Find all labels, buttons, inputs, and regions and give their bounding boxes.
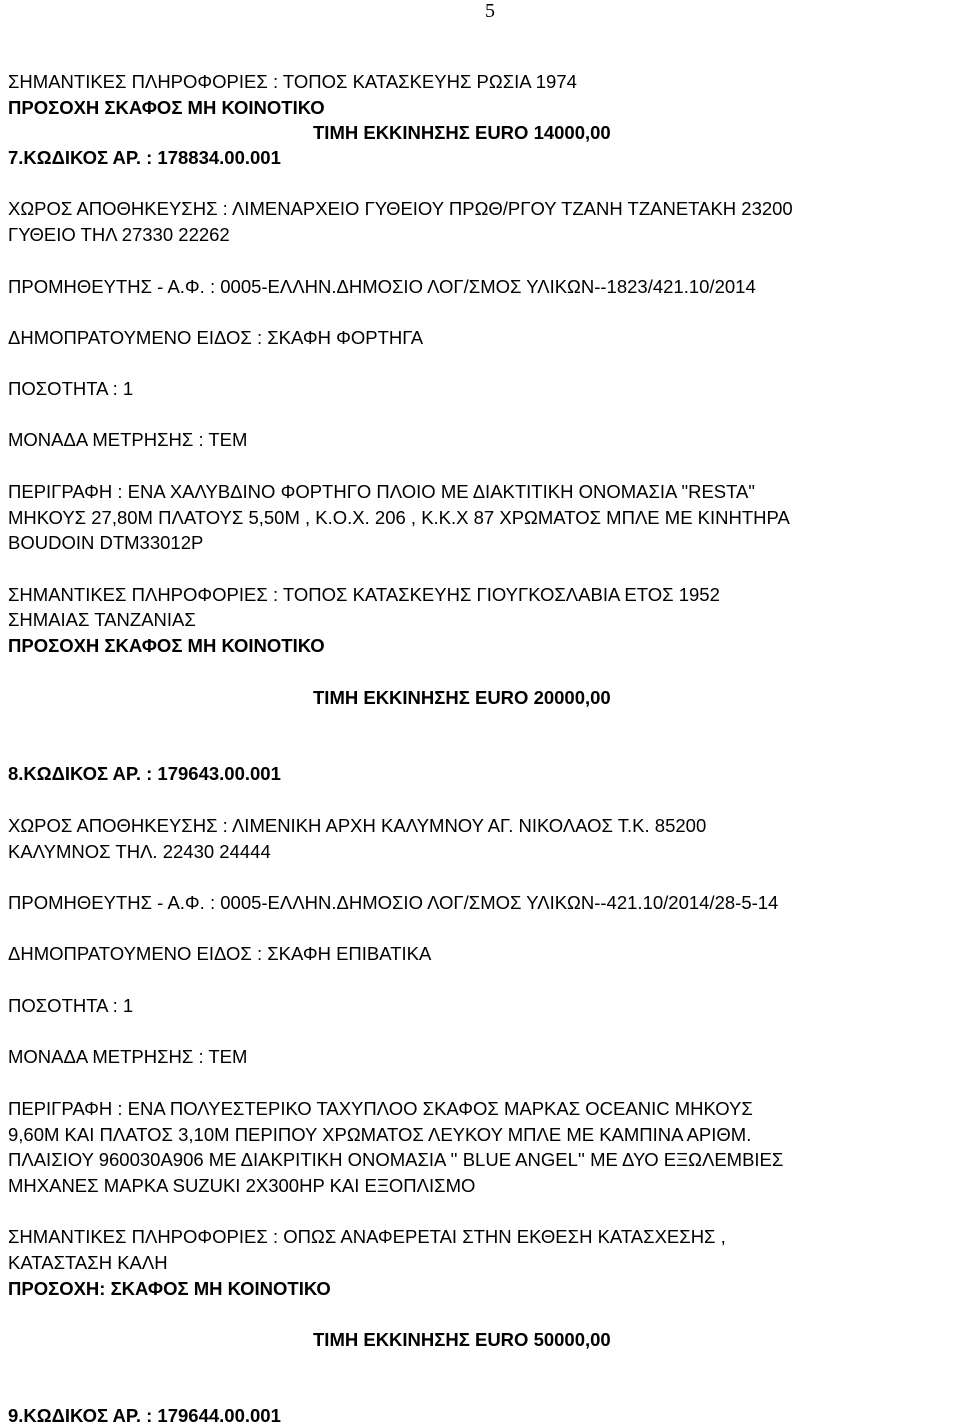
item8-supplier: ΠΡΟΜΗΘΕΥΤΗΣ - Α.Φ. : 0005-ΕΛΛΗΝ.ΔΗΜΟΣΙΟ ΛΟΓ/ΣΜΟΣ ΥΛΙΚΩΝ--1823/421.10/2014 — [8, 276, 756, 297]
item8-warning: ΠΡΟΣΟΧΗ ΣΚΑΦΟΣ ΜΗ ΚΟΙΝΟΤΙΚΟ — [8, 635, 325, 656]
item8-description-line2: ΜΗΚΟΥΣ 27,80Μ ΠΛΑΤΟΥΣ 5,50Μ , Κ.Ο.Χ. 206 , Κ.Κ.Χ 87 ΧΡΩΜΑΤΟΣ ΜΠΛΕ ΜΕ ΚΙΝΗΤΗΡΑ — [8, 507, 790, 528]
item8-info-line2: ΣΗΜΑΙΑΣ ΤΑΝΖΑΝΙΑΣ — [8, 609, 196, 630]
item9-info-line1: ΣΗΜΑΝΤΙΚΕΣ ΠΛΗΡΟΦΟΡΙΕΣ : ΟΠΩΣ ΑΝΑΦΕΡΕΤΑΙ ΣΤΗΝ ΕΚΘΕΣΗ ΚΑΤΑΣΧΕΣΗΣ , — [8, 1226, 726, 1247]
item9-description-line2: 9,60Μ ΚΑΙ ΠΛΑΤΟΣ 3,10Μ ΠΕΡΙΠΟΥ ΧΡΩΜΑΤΟΣ ΛΕΥΚΟΥ ΜΠΛΕ ΜΕ ΚΑΜΠΙΝΑ ΑΡΙΘΜ. — [8, 1124, 752, 1145]
item8-code: 7.ΚΩΔΙΚΟΣ ΑΡ. : 178834.00.001 — [8, 147, 281, 168]
item9-storage-line2: ΚΑΛΥΜΝΟΣ ΤΗΛ. 22430 24444 — [8, 841, 271, 862]
item7-info: ΣΗΜΑΝΤΙΚΕΣ ΠΛΗΡΟΦΟΡΙΕΣ : ΤΟΠΟΣ ΚΑΤΑΣΚΕΥΗΣ ΡΩΣΙΑ 1974 — [8, 71, 577, 92]
item9-unit: ΜΟΝΑΔΑ ΜΕΤΡΗΣΗΣ : ΤΕΜ — [8, 1046, 248, 1067]
item8-storage-line2: ΓΥΘΕΙΟ ΤΗΛ 27330 22262 — [8, 224, 230, 245]
item8-description-line3: BOUDOIN DTM33012P — [8, 532, 204, 553]
item8-unit: ΜΟΝΑΔΑ ΜΕΤΡΗΣΗΣ : ΤΕΜ — [8, 429, 248, 450]
item9-supplier: ΠΡΟΜΗΘΕΥΤΗΣ - Α.Φ. : 0005-ΕΛΛΗΝ.ΔΗΜΟΣΙΟ ΛΟΓ/ΣΜΟΣ ΥΛΙΚΩΝ--421.10/2014/28-5-14 — [8, 892, 779, 913]
item9-description-line4: ΜΗΧΑΝΕΣ ΜΑΡΚΑ SUZUKI 2Χ300HP ΚΑΙ ΕΞΟΠΛΙΣΜΟ — [8, 1175, 476, 1196]
item10-code: 9.ΚΩΔΙΚΟΣ ΑΡ. : 179644.00.001 — [8, 1405, 281, 1426]
item9-description-line3: ΠΛΑΙΣΙΟΥ 960030Α906 ΜΕ ΔΙΑΚΡΙΤΙΚΗ ΟΝΟΜΑΣΙΑ '' BLUE ANGEL'' ΜΕ ΔΥΟ ΕΞΩΛΕΜΒΙΕΣ — [8, 1149, 784, 1170]
item9-warning: ΠΡΟΣΟΧΗ: ΣΚΑΦΟΣ ΜΗ ΚΟΙΝΟΤΙΚΟ — [8, 1278, 331, 1299]
item9-info-line2: ΚΑΤΑΣΤΑΣΗ ΚΑΛΗ — [8, 1252, 168, 1273]
item8-quantity: ΠΟΣΟΤΗΤΑ : 1 — [8, 378, 134, 399]
item9-price: ΤΙΜΗ ΕΚΚΙΝΗΣΗΣ EURO 50000,00 — [313, 1329, 611, 1350]
item8-item-type: ΔΗΜΟΠΡΑΤΟΥΜΕΝΟ ΕΙΔΟΣ : ΣΚΑΦΗ ΦΟΡΤΗΓΑ — [8, 327, 424, 348]
item9-description-line1: ΠΕΡΙΓΡΑΦΗ : ΕΝΑ ΠΟΛΥΕΣΤΕΡΙΚΟ ΤΑΧΥΠΛΟΟ ΣΚΑΦΟΣ ΜΑΡΚΑΣ OCEANIC ΜΗΚΟΥΣ — [8, 1098, 753, 1119]
item8-price: ΤΙΜΗ ΕΚΚΙΝΗΣΗΣ EURO 20000,00 — [313, 687, 611, 708]
item7-price: ΤΙΜΗ ΕΚΚΙΝΗΣΗΣ EURO 14000,00 — [313, 122, 611, 143]
item9-item-type: ΔΗΜΟΠΡΑΤΟΥΜΕΝΟ ΕΙΔΟΣ : ΣΚΑΦΗ ΕΠΙΒΑΤΙΚΑ — [8, 943, 432, 964]
item8-info-line1: ΣΗΜΑΝΤΙΚΕΣ ΠΛΗΡΟΦΟΡΙΕΣ : ΤΟΠΟΣ ΚΑΤΑΣΚΕΥΗΣ ΓΙΟΥΓΚΟΣΛΑΒΙΑ ΕΤΟΣ 1952 — [8, 584, 720, 605]
item9-storage-line1: ΧΩΡΟΣ ΑΠΟΘΗΚΕΥΣΗΣ : ΛΙΜΕΝΙΚΗ ΑΡΧΗ ΚΑΛΥΜΝΟΥ ΑΓ. ΝΙΚΟΛΑΟΣ Τ.Κ. 85200 — [8, 815, 707, 836]
item8-storage-line1: ΧΩΡΟΣ ΑΠΟΘΗΚΕΥΣΗΣ : ΛΙΜΕΝΑΡΧΕΙΟ ΓΥΘΕΙΟΥ ΠΡΩΘ/ΡΓΟΥ ΤΖΑΝΗ ΤΖΑΝΕΤΑΚΗ 23200 — [8, 198, 793, 219]
item9-code: 8.ΚΩΔΙΚΟΣ ΑΡ. : 179643.00.001 — [8, 763, 281, 784]
item9-quantity: ΠΟΣΟΤΗΤΑ : 1 — [8, 995, 134, 1016]
item8-description-line1: ΠΕΡΙΓΡΑΦΗ : ΕΝΑ ΧΑΛΥΒΔΙΝΟ ΦΟΡΤΗΓΟ ΠΛΟΙΟ ΜΕ ΔΙΑΚΤΙΤΙΚΗ ΟΝΟΜΑΣΙΑ "RESTA" — [8, 481, 755, 502]
item7-warning: ΠΡΟΣΟΧΗ ΣΚΑΦΟΣ ΜΗ ΚΟΙΝΟΤΙΚΟ — [8, 97, 325, 118]
page-number: 5 — [485, 0, 495, 22]
